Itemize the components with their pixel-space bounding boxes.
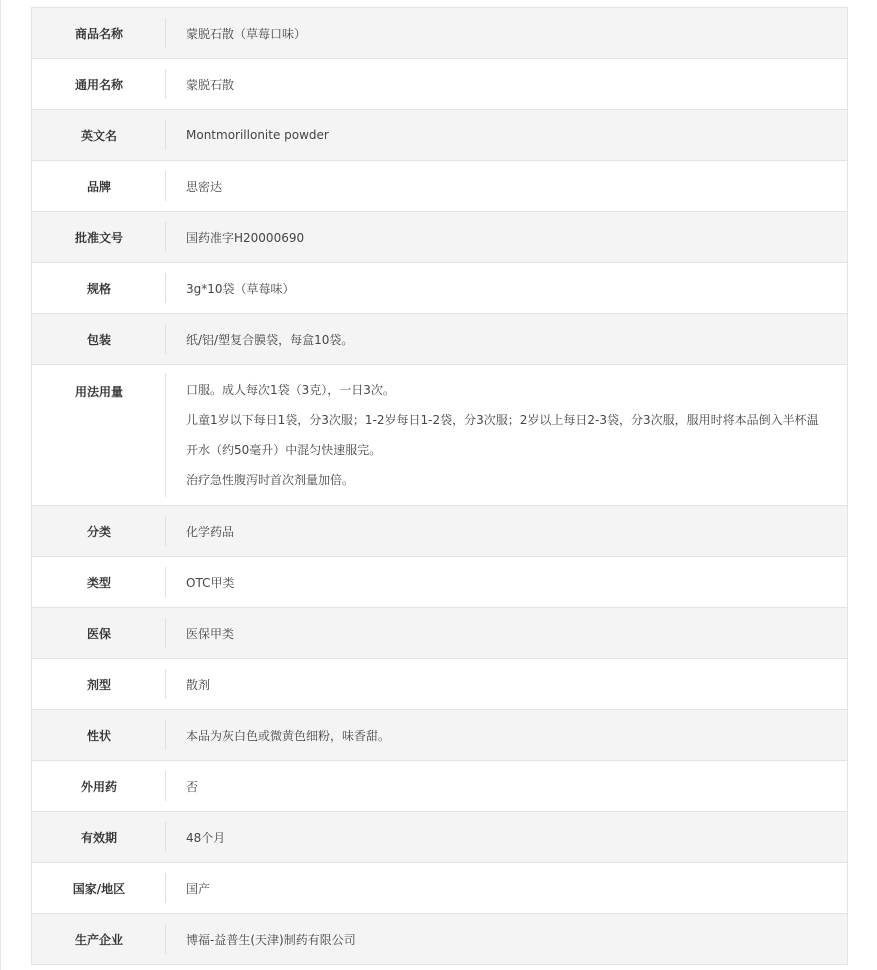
spec-label: 生产企业: [32, 914, 166, 964]
spec-row-dosage-form: [32, 659, 847, 710]
spec-label: 规格: [32, 263, 166, 313]
spec-value: 本品为灰白色或微黄色细粉，味香甜。: [186, 728, 391, 743]
spec-row-generic-name: [32, 59, 847, 110]
spec-row-usage-dosage: [32, 365, 847, 506]
spec-value: 否: [186, 779, 199, 794]
spec-label: 英文名: [32, 110, 166, 160]
page-left-border: [0, 0, 1, 970]
spec-row-english-name: [32, 110, 847, 161]
spec-label: 性状: [32, 710, 166, 760]
spec-value: OTC甲类: [186, 575, 235, 590]
spec-value: 48个月: [186, 830, 226, 845]
spec-value: 思密达: [186, 179, 223, 194]
spec-label: 分类: [32, 506, 166, 556]
spec-value-usage: [166, 365, 847, 505]
spec-label: 类型: [32, 557, 166, 607]
spec-label: 品牌: [32, 161, 166, 211]
spec-value: 蒙脱石散: [186, 77, 235, 92]
spec-value: 3g*10袋（草莓味）: [186, 281, 295, 296]
spec-label: 用法用量: [32, 365, 166, 505]
spec-row-insurance: [32, 608, 847, 659]
spec-value: 博福-益普生(天津)制药有限公司: [186, 932, 356, 947]
spec-label: 批准文号: [32, 212, 166, 262]
spec-value: 国药准字H20000690: [186, 230, 305, 245]
spec-label: 剂型: [32, 659, 166, 709]
spec-label: 包装: [32, 314, 166, 364]
usage-line: 口服。成人每次1袋（3克），一日3次。: [186, 383, 395, 397]
spec-value: 纸/铝/塑复合膜袋，每盒10袋。: [186, 332, 354, 347]
spec-value: 散剂: [186, 677, 211, 692]
spec-row-product-name: [32, 8, 847, 59]
spec-label: 医保: [32, 608, 166, 658]
spec-label: 通用名称: [32, 59, 166, 109]
spec-row-type: [32, 557, 847, 608]
spec-value: Montmorillonite powder: [186, 128, 329, 142]
spec-value: 医保甲类: [186, 626, 235, 641]
spec-label: 国家/地区: [32, 863, 166, 913]
spec-row-external-use: [32, 761, 847, 812]
product-spec-table: [31, 7, 848, 965]
spec-row-specification: [32, 263, 847, 314]
spec-value: 国产: [186, 881, 211, 896]
spec-row-brand: [32, 161, 847, 212]
spec-row-description: [32, 710, 847, 761]
usage-line: 开水（约50毫升）中混匀快速服完。: [186, 443, 382, 457]
spec-row-country-region: [32, 863, 847, 914]
usage-line: 治疗急性腹泻时首次剂量加倍。: [186, 473, 355, 487]
spec-row-approval-number: [32, 212, 847, 263]
spec-value: 化学药品: [186, 524, 235, 539]
spec-row-category: [32, 506, 847, 557]
spec-value: 蒙脱石散（草莓口味）: [186, 26, 307, 41]
usage-line: 儿童1岁以下每日1袋，分3次服；1-2岁每日1-2袋，分3次服；2岁以上每日2-3袋，分3次服，服用时将本品倒入半杯温: [186, 413, 819, 427]
spec-label: 外用药: [32, 761, 166, 811]
spec-label: 有效期: [32, 812, 166, 862]
spec-row-packaging: [32, 314, 847, 365]
spec-row-shelf-life: [32, 812, 847, 863]
spec-label: 商品名称: [32, 8, 166, 58]
spec-row-manufacturer: [32, 914, 847, 965]
